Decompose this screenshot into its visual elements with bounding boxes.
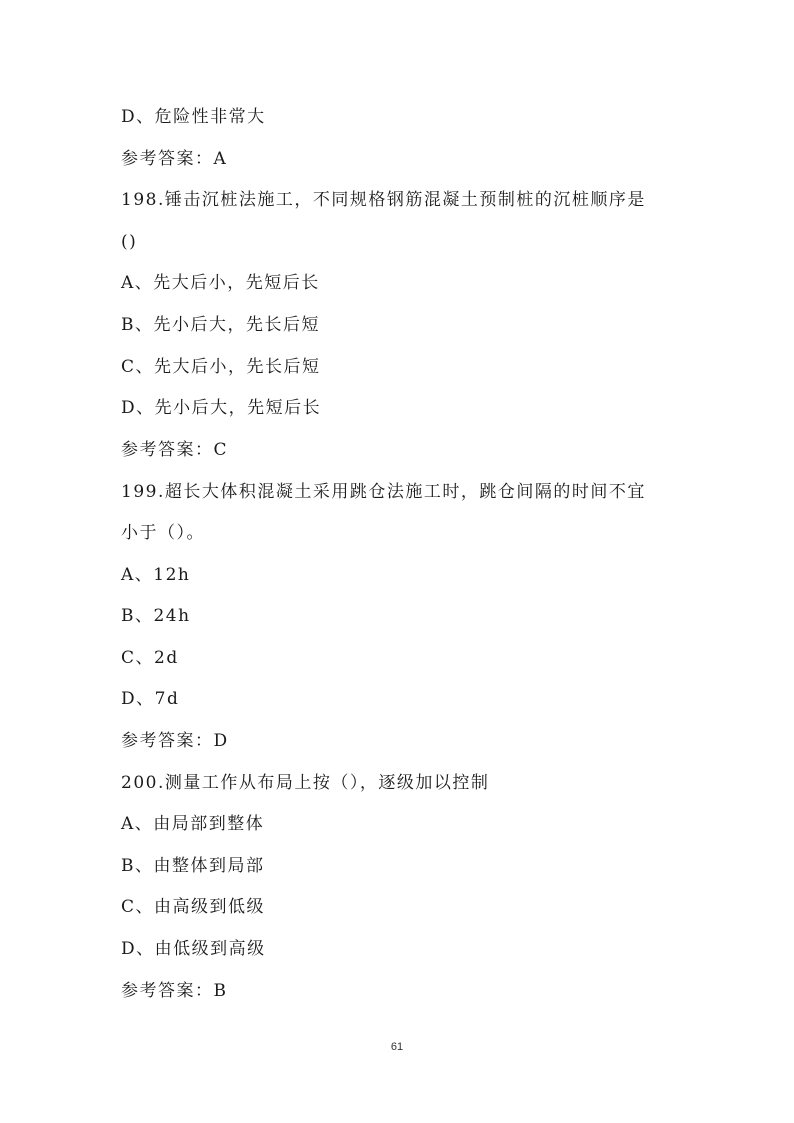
answer-197: 参考答案：A — [121, 149, 228, 169]
question-199-cont: 小于（）。 — [121, 523, 205, 543]
option-b-199: B、24h — [121, 606, 191, 626]
option-b-198: B、先小后大，先长后短 — [121, 315, 320, 335]
option-a-198: A、先大后小，先短后长 — [121, 273, 320, 293]
question-198-cont: () — [121, 232, 138, 252]
option-c-199: C、2d — [121, 648, 179, 668]
option-d-200: D、由低级到高级 — [121, 939, 266, 959]
option-d-198: D、先小后大，先短后长 — [121, 398, 322, 418]
page-number: 61 — [390, 1041, 404, 1053]
option-d-199: D、7d — [121, 689, 180, 709]
question-198: 198.锤击沉桩法施工，不同规格钢筋混凝土预制桩的沉桩顺序是 — [121, 190, 646, 210]
option-a-200: A、由局部到整体 — [121, 814, 265, 834]
option-c-200: C、由高级到低级 — [121, 897, 266, 917]
option-a-199: A、12h — [121, 565, 191, 585]
option-c-198: C、先大后小，先长后短 — [121, 357, 321, 377]
answer-198: 参考答案：C — [121, 440, 229, 460]
answer-199: 参考答案：D — [121, 731, 229, 751]
answer-200: 参考答案：B — [121, 981, 228, 1001]
option-d-197: D、危险性非常大 — [121, 107, 266, 127]
question-199: 199.超长大体积混凝土采用跳仓法施工时，跳仓间隔的时间不宜 — [121, 482, 646, 502]
question-200: 200.测量工作从布局上按（），逐级加以控制 — [121, 773, 490, 793]
option-b-200: B、由整体到局部 — [121, 856, 265, 876]
